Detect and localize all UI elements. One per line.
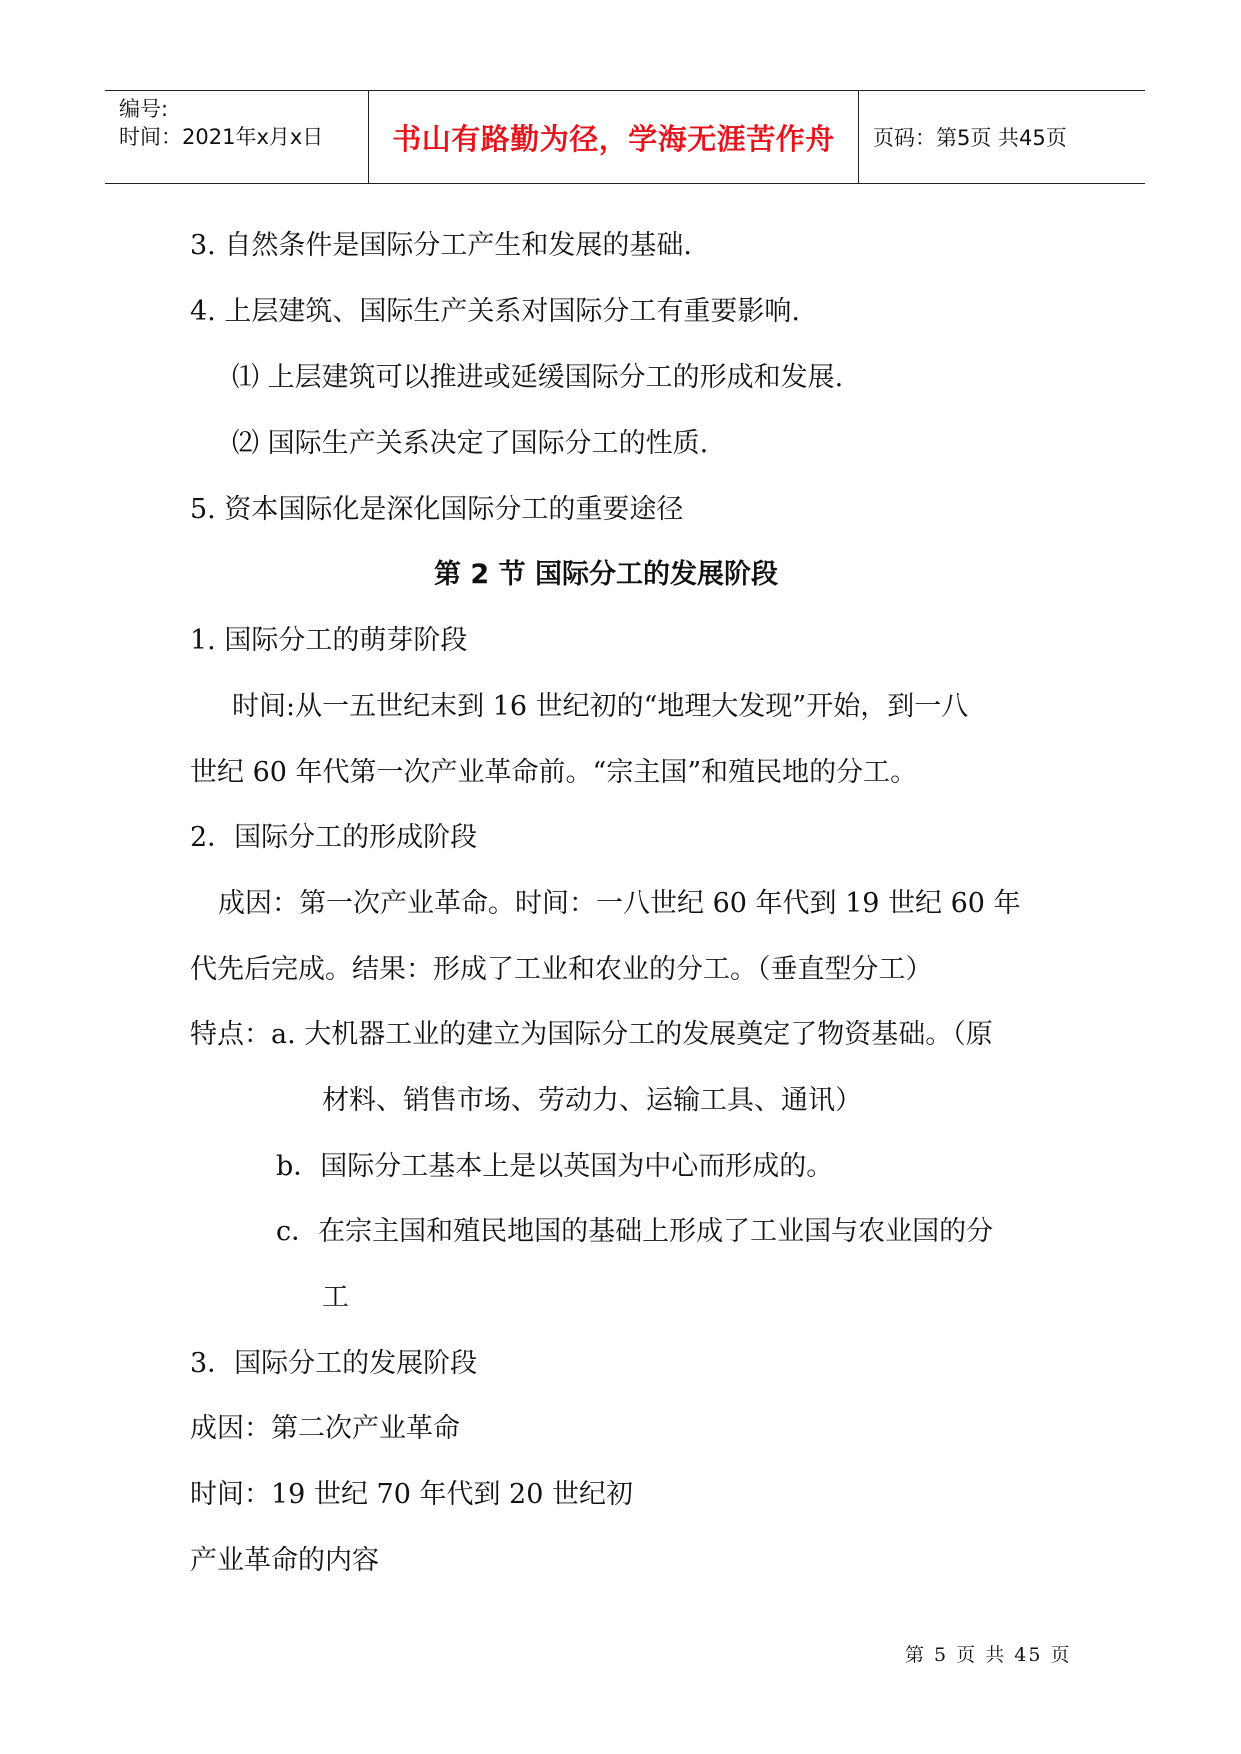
header-meta [105, 91, 369, 183]
header-motto-cell [369, 91, 859, 183]
header-page-info-cell [859, 91, 1145, 183]
paragraph-line: 3. 自然条件是国际分工产生和发展的基础. [190, 230, 692, 261]
list-item: c．在宗主国和殖民地国的基础上形成了工业国与农业国的分 [276, 1216, 994, 1247]
paragraph-line: 4. 上层建筑、国际生产关系对国际分工有重要影响. [190, 296, 800, 327]
paragraph-line: 时间：19 世纪 70 年代到 20 世纪初 [190, 1479, 633, 1510]
document-time-label: 时间：2021年x月x日 [119, 125, 324, 149]
paragraph-line: 成因：第一次产业革命。时间：一八世纪 60 年代到 19 世纪 60 年 [218, 888, 1021, 919]
document-number-label: 编号: [119, 97, 169, 121]
paragraph-line: 材料、销售市场、劳动力、运输工具、通讯） [322, 1085, 862, 1116]
paragraph-line: 成因：第二次产业革命 [190, 1413, 460, 1444]
section-title: 第 2 节 国际分工的发展阶段 [434, 559, 778, 590]
list-item: ⑴ 上层建筑可以推进或延缓国际分工的形成和发展. [232, 362, 844, 393]
paragraph-line: 特点：a. 大机器工业的建立为国际分工的发展奠定了物资基础。（原 [190, 1019, 993, 1050]
paragraph-line: 1. 国际分工的萌芽阶段 [190, 625, 468, 656]
paragraph-line: 5. 资本国际化是深化国际分工的重要途径 [190, 494, 684, 525]
list-item: ⑵ 国际生产关系决定了国际分工的性质. [232, 428, 709, 459]
page-header [105, 90, 1145, 184]
paragraph-line: 2．国际分工的形成阶段 [190, 822, 478, 853]
header-motto: 书山有路勤为径，学海无涯苦作舟 [392, 121, 835, 156]
header-page-info: 页码：第5页 共45页 [873, 126, 1067, 150]
list-item: b．国际分工基本上是以英国为中心而形成的。 [276, 1151, 834, 1182]
paragraph-line: 3．国际分工的发展阶段 [190, 1348, 478, 1379]
paragraph-line: 代先后完成。结果：形成了工业和农业的分工。（垂直型分工） [190, 954, 933, 985]
paragraph-line: 世纪 60 年代第一次产业革命前。“宗主国”和殖民地的分工。 [190, 757, 918, 788]
paragraph-line: 时间:从一五世纪末到 16 世纪初的“地理大发现”开始，到一八 [232, 691, 969, 722]
page-footer: 第 5 页 共 45 页 [905, 1644, 1072, 1666]
paragraph-line: 工 [322, 1282, 349, 1313]
paragraph-line: 产业革命的内容 [190, 1545, 379, 1576]
